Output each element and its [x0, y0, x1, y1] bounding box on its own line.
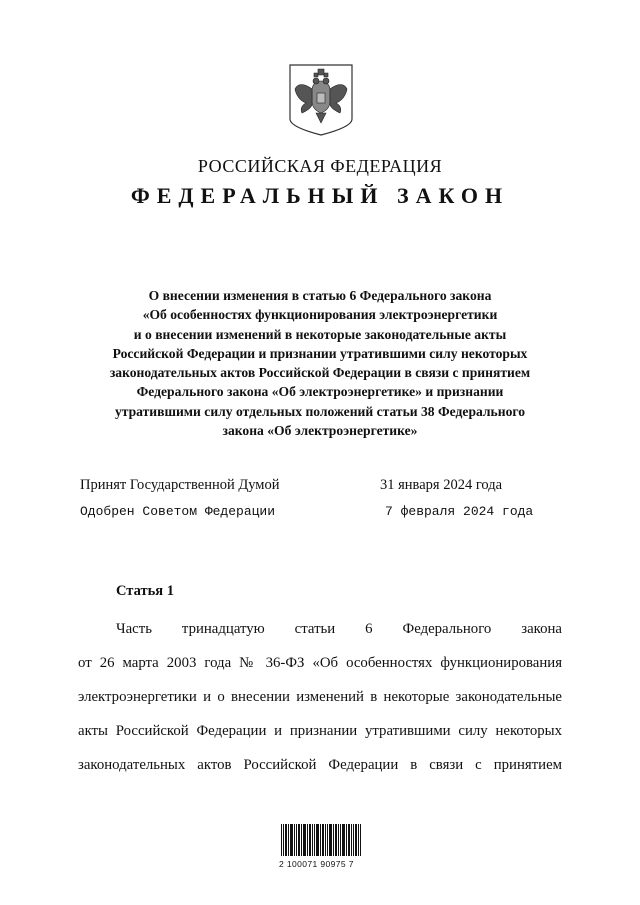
law-title-line: «Об особенностях функционирования электроэнергетики: [142, 307, 498, 323]
law-type-heading: ФЕДЕРАЛЬНЫЙ ЗАКОН: [130, 183, 510, 208]
law-title-line: Федерального закона «Об электроэнергетике» и признании: [136, 384, 504, 400]
law-title-line: законодательных актов Российской Федерации в связи с принятием: [109, 365, 531, 381]
law-title-line: Российской Федерации и признании утратившими силу некоторых: [112, 345, 528, 361]
adoption-date: 7 февраля 2024 года: [385, 504, 534, 519]
barcode-image: [281, 824, 361, 856]
article-line: электроэнергетики и о внесении изменений в некоторые законодательные: [78, 689, 562, 705]
law-title-line: О внесении изменения в статью 6 Федерального закона: [148, 288, 492, 303]
law-title-line: утратившими силу отдельных положений статьи 38 Федерального: [114, 403, 525, 419]
law-title-line: и о внесении изменений в некоторые законодательные акты: [133, 326, 507, 342]
barcode-number: 2 100071 90975 7: [279, 859, 354, 869]
adoption-org: Одобрен Советом Федерации: [80, 504, 276, 519]
article-line: законодательных актов Российской Федерации в связи с принятием: [78, 757, 562, 773]
article-body: [78, 612, 562, 782]
law-title: [90, 286, 550, 440]
adoption-date: 31 января 2024 года: [380, 477, 503, 493]
article-line: от 26 марта 2003 года № 36-ФЗ «Об особенностях функционирования: [78, 655, 562, 671]
article-heading: Статья 1: [116, 583, 174, 599]
article-line: акты Российской Федерации и признании утратившими силу некоторых: [78, 723, 562, 739]
article-line: Часть тринадцатую статьи 6 Федерального закона: [116, 621, 562, 637]
country-name: РОССИЙСКАЯ ФЕДЕРАЦИЯ: [197, 156, 443, 176]
adoption-org: Принят Государственной Думой: [80, 477, 280, 493]
coat-of-arms-emblem: [288, 63, 354, 137]
law-title-line: закона «Об электроэнергетике»: [222, 423, 418, 439]
